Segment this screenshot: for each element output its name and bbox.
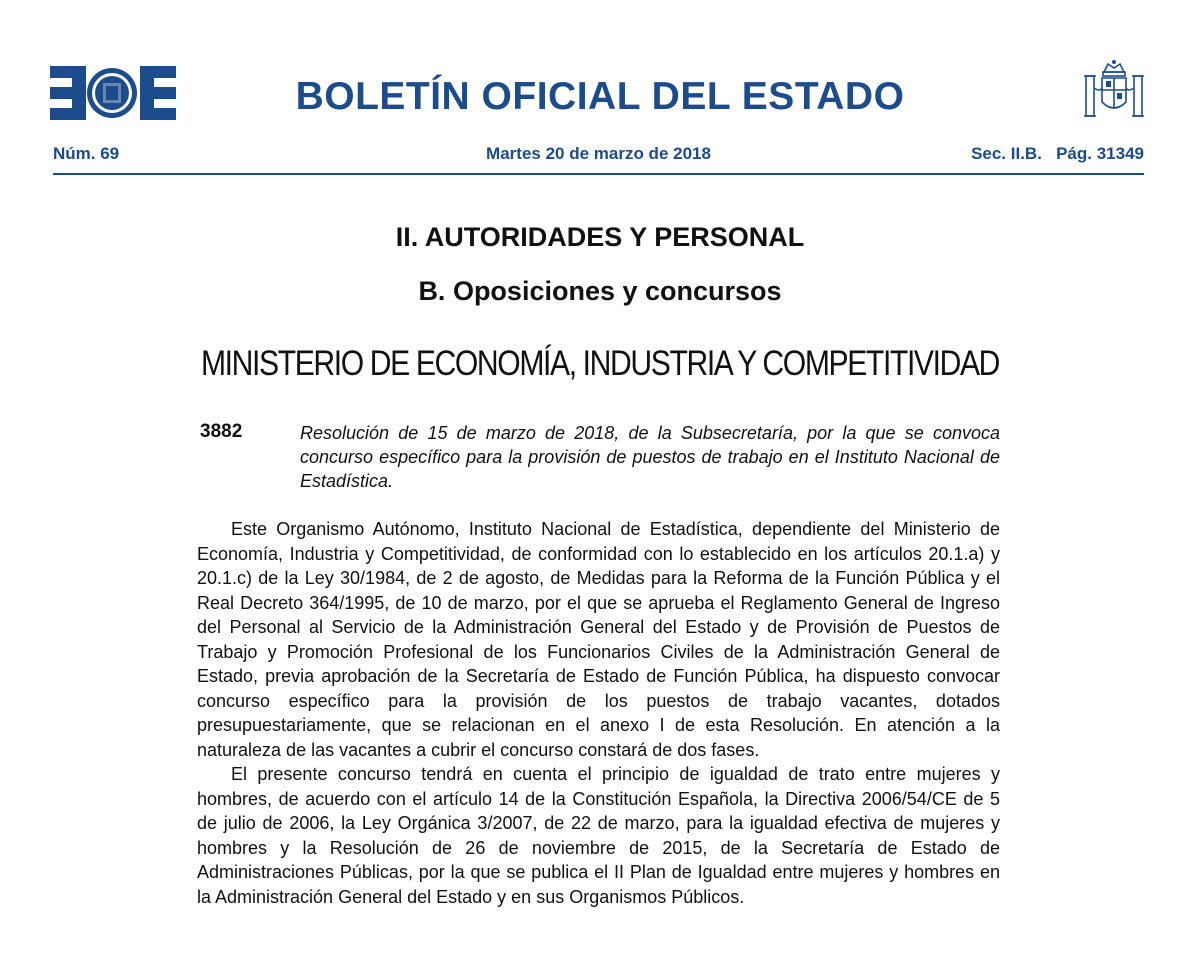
coat-of-arms-icon	[1080, 58, 1148, 128]
newspaper-title: BOLETÍN OFICIAL DEL ESTADO	[295, 75, 905, 118]
document-body	[197, 517, 1000, 909]
issue-number: Núm. 69	[53, 144, 120, 163]
ministry-title: MINISTERIO DE ECONOMÍA, INDUSTRIA Y COMPETITIVIDAD	[200, 344, 1000, 383]
entry-number: 3882	[200, 421, 243, 442]
section-page: Sec. II.B. Pág. 31349	[971, 144, 1144, 163]
body-paragraph: El presente concurso tendrá en cuenta el principio de igualdad de trato entre mujeres y hombres, de acuerdo con el artículo 14 de la Constitución Española, la Directiva 2006/54/CE de 5 de julio de 2006, la Ley Orgánica 3/2007, de 22 de marzo, para la igualdad efectiva de mujeres y hombres y la Resolución de 26 de noviembre de 2015, de la Secretaría de Estado de Administraciones Públicas, por la que se publica el II Plan de Igualdad entre mujeres y hombres en la Administración General del Estado y en sus Organismos Públicos.	[197, 764, 1000, 907]
entry-summary: Resolución de 15 de marzo de 2018, de la Subsecretaría, por la que se convoca concurso específico para la provisión de puestos de trabajo en el Instituto Nacional de Estadística.	[300, 423, 1000, 491]
header-divider	[53, 173, 1144, 175]
body-paragraph: Este Organismo Autónomo, Instituto Nacional de Estadística, dependiente del Ministerio de Economía, Industria y Competitividad, de conformidad con lo establecido en los artículos 20.1.a) y 20.1.c) de la Ley 30/1984, de 2 de agosto, de Medidas para la Reforma de la Función Pública y el Real Decreto 364/1995, de 10 de marzo, por el que se aprueba el Reglamento General de Ingreso del Personal al Servicio de la Administración General del Estado y de Provisión de Puestos de Trabajo y Promoción Profesional de los Funcionarios Civiles de la Administración General de Estado, previa aprobación de la Secretaría de Estado de Función Pública, ha dispuesto convocar concurso específico para la provisión de los puestos de trabajo vacantes, dotados presupuestariamente, que se relacionan en el anexo I de esta Resolución. En atención a la naturaleza de las vacantes a cubrir el concurso constará de dos fases.	[197, 519, 1000, 760]
issue-date: Martes 20 de marzo de 2018	[486, 144, 711, 163]
section-subtitle: B. Oposiciones y concursos	[418, 276, 782, 306]
section-title: II. AUTORIDADES Y PERSONAL	[395, 222, 805, 252]
issue-info-bar	[53, 144, 1144, 168]
